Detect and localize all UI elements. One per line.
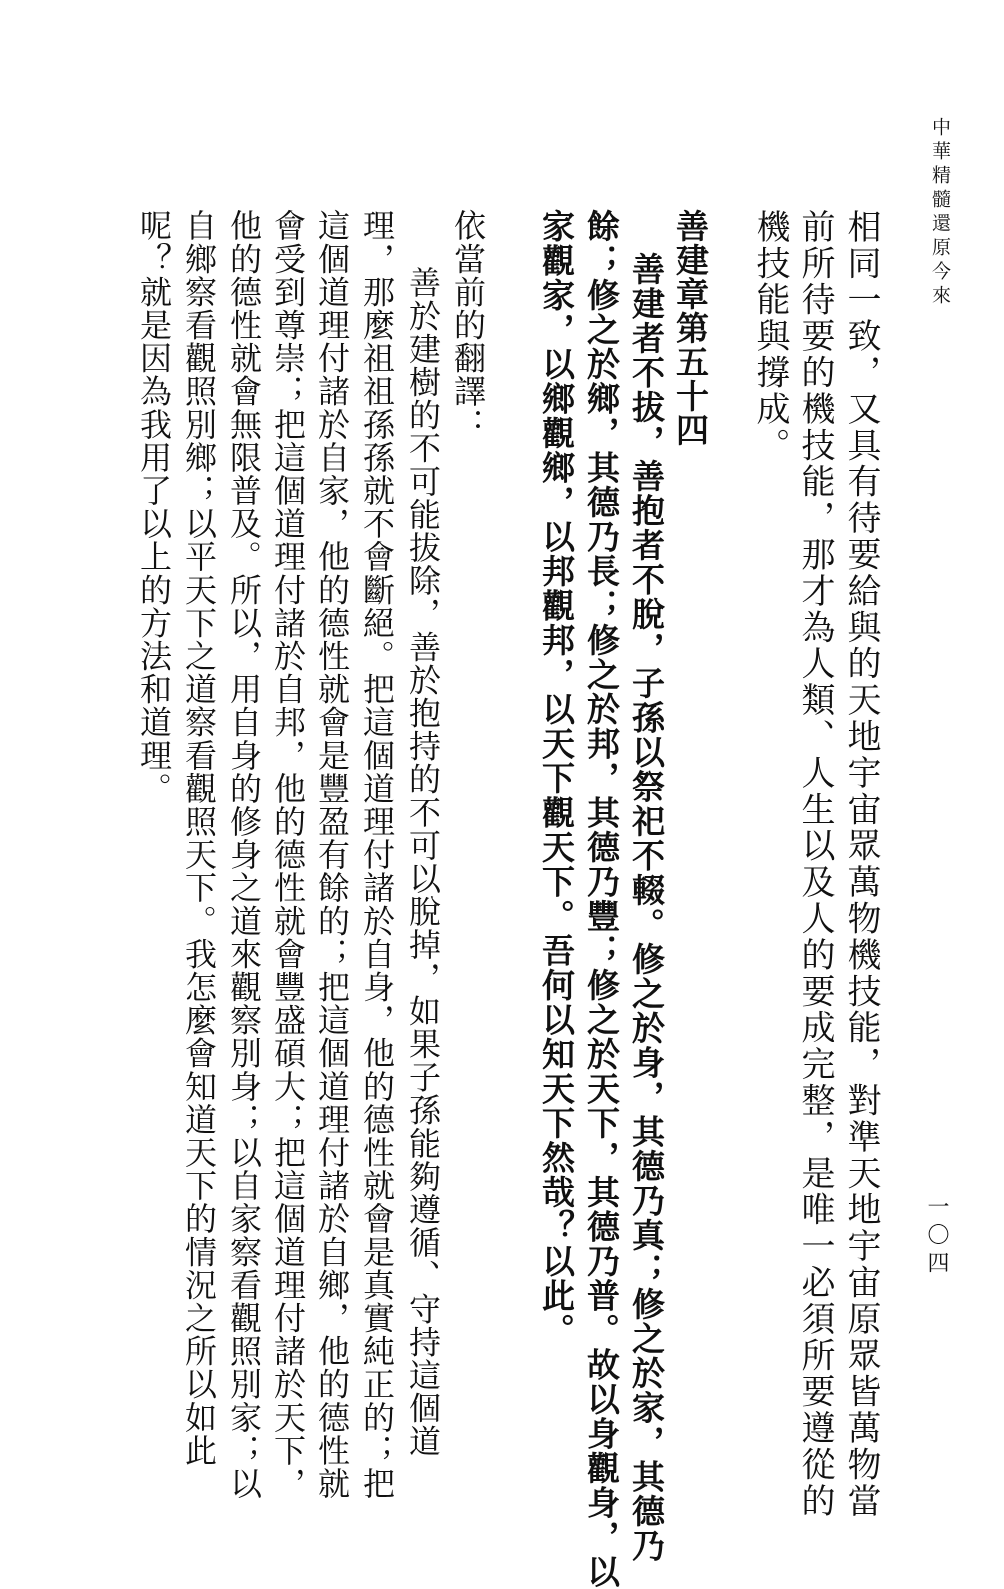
verse-line: 家觀家，以鄉觀鄉，以邦觀邦，以天下觀天下。吾何以知天下然哉？以此。 <box>537 209 576 1348</box>
translation-line: 會受到尊崇；把這個道理付諸於自邦，他的德性就會豐盛碩大；把這個道理付諸於天下， <box>269 209 307 1500</box>
chapter-title: 善建章第五十四 <box>671 209 710 447</box>
verse-line: 善建者不拔，善抱者不脫，子孫以祭祀不輟。修之於身，其德乃真；修之於家，其德乃 <box>627 252 666 1563</box>
translation-line: 善於建樹的不可能拔除，善於抱持的不可以脫掉，如果子孫能夠遵循、守持這個道 <box>404 266 442 1458</box>
verse-line: 餘；修之於鄉，其德乃長；修之於邦，其德乃豐；修之於天下，其德乃普。故以身觀身，以 <box>582 209 621 1589</box>
translation-line: 他的德性就會無限普及。所以，用自身的修身之道來觀察別身；以自家察看觀照別家；以 <box>225 209 263 1500</box>
continuation-line: 機技能與撐成。 <box>750 209 790 464</box>
translation-label: 依當前的翻譯： <box>449 209 487 441</box>
running-title: 中華精髓還原今來 <box>929 117 951 309</box>
continuation-line: 前所待要的機技能，那才為人類、人生以及人的要成完整，是唯一必須所要遵從的 <box>795 209 835 1520</box>
translation-line: 自鄉察看觀照別鄉；以平天下之道察看觀照天下。我怎麼會知道天下的情況之所以如此 <box>180 209 218 1467</box>
page-number: 一〇四 <box>924 1195 949 1279</box>
translation-line: 理，那麼祖祖孫孫就不會斷絕。把這個道理付諸於自身，他的德性就會是真實純正的；把 <box>358 209 396 1500</box>
continuation-line: 相同一致，又具有待要給與的天地宇宙眾萬物機技能，對準天地宇宙原眾皆萬物當 <box>841 209 881 1520</box>
translation-line: 呢？就是因為我用了以上的方法和道理。 <box>135 209 173 805</box>
translation-line: 這個道理付諸於自家，他的德性就會是豐盈有餘的；把這個道理付諸於自鄉，他的德性就 <box>313 209 351 1500</box>
